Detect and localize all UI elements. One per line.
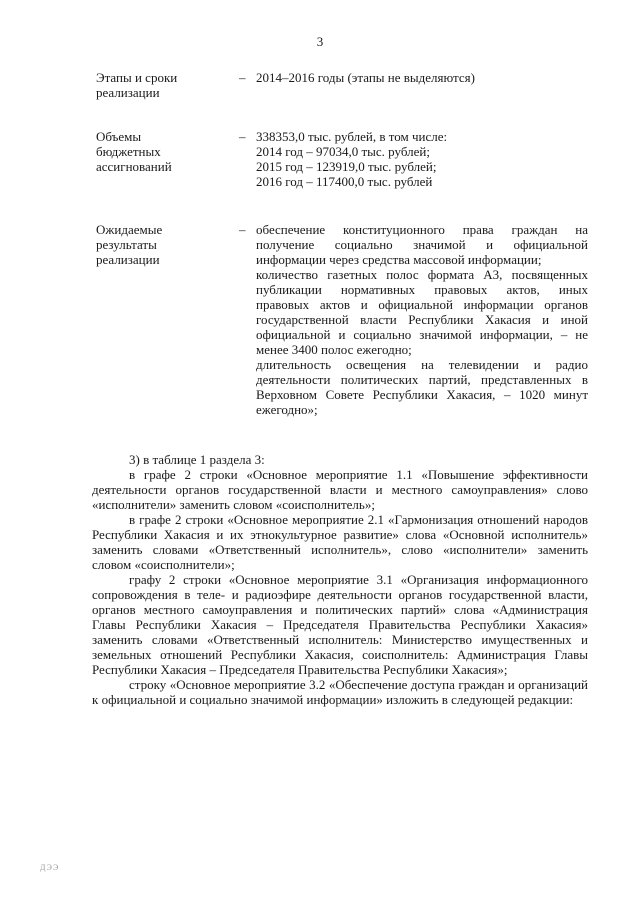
stages-dash: – (239, 70, 246, 85)
stages-label (96, 70, 236, 100)
budget-value (256, 129, 588, 189)
budget-label-line: ассигнований (96, 159, 172, 174)
results-value-line: официальной и социально значимой информации, – не (256, 327, 588, 342)
amendments-text (92, 452, 588, 707)
results-value (256, 222, 588, 417)
stages-value (256, 70, 588, 85)
budget-value-line: 2016 год – 117400,0 тыс. рублей (256, 174, 433, 189)
item3-heading: 3) в таблице 1 раздела 3: (129, 452, 265, 467)
budget-dash: – (239, 129, 246, 144)
results-label-line: реализации (96, 252, 160, 267)
results-label-line: Ожидаемые (96, 222, 163, 237)
results-label-line: результаты (96, 237, 157, 252)
budget-value-line: 2014 год – 97034,0 тыс. рублей; (256, 144, 430, 159)
budget-value-line: 2015 год – 123919,0 тыс. рублей; (256, 159, 437, 174)
amendment-paragraph-4: строку «Основное мероприятие 3.2 «Обеспечение доступа граждан и организаций к официальной и социально значимой информации» изложить в следующей редакции: (92, 677, 588, 707)
results-value-line: информации через средства массовой информации; (256, 252, 542, 267)
results-value-line: ежегодно»; (256, 402, 318, 417)
stages-label-line: Этапы и сроки (96, 70, 178, 85)
results-value-line: длительность освещения на телевидении и радио (256, 357, 588, 372)
results-value-line: деятельности политических партий, представленных в (256, 372, 588, 387)
budget-value-line: 338353,0 тыс. рублей, в том числе: (256, 129, 448, 144)
footer-mark: ДЭЭ (40, 863, 60, 872)
results-value-line: Верховном Совете Республики Хакасия, – 1020 минут (256, 387, 588, 402)
results-dash: – (239, 222, 246, 237)
stages-label-line: реализации (96, 85, 160, 100)
budget-label-line: бюджетных (96, 144, 161, 159)
results-value-line: обеспечение конституционного права граждан на (256, 222, 588, 237)
results-value-line: получение социально значимой и официальной (256, 237, 588, 252)
results-value-line: публикации нормативных правовых актов, иных (256, 282, 588, 297)
results-value-line: менее 3400 полос ежегодно; (256, 342, 412, 357)
amendment-paragraph-3: графу 2 строки «Основное мероприятие 3.1 «Организация информационного сопровождения в теле- и радиоэфире деятельности органов государственной власти, органов местного самоуправления и политических партий» слова «Администрация Главы Республики Хакасия – Председателя Правительства Республики Хакасия» заменить словами «Ответственный исполнитель: Министерство имущественных и земельных отношений Республики Хакасия, соисполнитель: Администрация Главы Республики Хакасия – Председателя Правительства Республики Хакасия»; (92, 572, 588, 677)
stages-value-line: 2014–2016 годы (этапы не выделяются) (256, 70, 475, 85)
results-value-line: количество газетных полос формата А3, посвященных (256, 267, 588, 282)
budget-label (96, 129, 236, 174)
results-label (96, 222, 236, 267)
page-number: 3 (316, 34, 324, 49)
results-value-line: государственной власти Республики Хакасия и иной (256, 312, 588, 327)
budget-label-line: Объемы (96, 129, 142, 144)
results-value-line: правовых актов и официальной информации органов (256, 297, 588, 312)
amendment-paragraph-1: в графе 2 строки «Основное мероприятие 1.1 «Повышение эффективности деятельности органов государственной власти и местного самоуправления» слово «исполнители» заменить словом «соисполнитель»; (92, 467, 588, 512)
amendment-paragraph-2: в графе 2 строки «Основное мероприятие 2.1 «Гармонизация отношений народов Республики Хакасия и их этнокультурное развитие» слова «Основной исполнитель» заменить словами «Ответственный исполнитель», слово «исполнители» заменить словом «соисполнители»; (92, 512, 588, 572)
